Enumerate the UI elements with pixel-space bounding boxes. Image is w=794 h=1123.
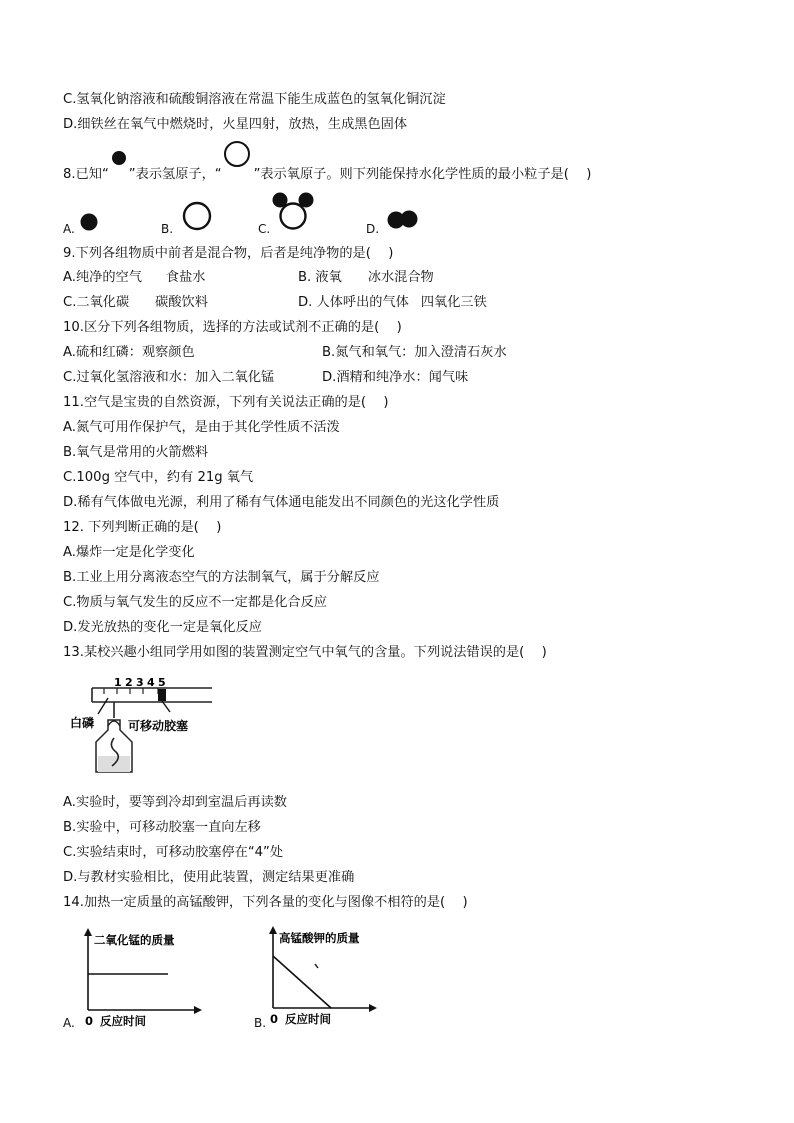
- q12-stem: 12. 下列判断正确的是( ): [63, 520, 222, 535]
- scale-label-5: 5: [158, 676, 166, 689]
- q13-option-b: B.实验中，可移动胶塞一直向左移: [63, 820, 261, 835]
- hydrogen-atom-icon: [109, 160, 129, 178]
- graph-b-y-arrow: [269, 926, 277, 934]
- graph-b-origin: 0: [270, 1012, 279, 1026]
- graph-a-xlabel: 反应时间: [100, 1014, 146, 1028]
- q7-option-c: C.氢氧化钠溶液和硫酸铜溶液在常温下能生成蓝色的氢氧化铜沉淀: [63, 92, 446, 107]
- q11-option-a: A.氮气可用作保护气，是由于其化学性质不活泼: [63, 420, 340, 435]
- q10-option-b: B.氮气和氧气：加入澄清石灰水: [322, 345, 507, 360]
- q9-option-a-second: 食盐水: [165, 270, 206, 285]
- graph-a-origin: 0: [85, 1014, 94, 1028]
- q12-option-b: B.工业上用分离液态空气的方法制氧气，属于分解反应: [63, 570, 380, 585]
- q10-option-a: A.硫和红磷：观察颜色: [63, 345, 195, 360]
- graph-a-y-arrow: [84, 928, 92, 936]
- graph-b-x-arrow: [369, 1004, 377, 1012]
- q8-stem-prefix: 8.已知“: [63, 167, 109, 182]
- q9-option-c-second: 碳酸饮料: [155, 295, 208, 310]
- q9-option-a: [63, 269, 205, 287]
- q8-stem: [63, 160, 591, 184]
- label-white-phosphorus: 白磷: [70, 716, 95, 730]
- q8-option-c-label: C.: [258, 222, 271, 236]
- q10-stem: 10.区分下列各组物质，选择的方法或试剂不正确的是( ): [63, 320, 402, 335]
- q10-option-c: C.过氧化氢溶液和水：加入二氧化锰: [63, 370, 275, 385]
- q10-option-d: D.酒精和纯净水：闻气味: [322, 370, 469, 385]
- q8-option-b-label: B.: [161, 222, 174, 236]
- q14-stem: 14.加热一定质量的高锰酸钾，下列各量的变化与图像不相符的是( ): [63, 895, 468, 910]
- q8-option-d-label: D.: [366, 222, 380, 236]
- q14-option-a-label: A.: [63, 1016, 75, 1030]
- q9-option-b-first: B. 液氧: [298, 270, 342, 285]
- q11-option-d: D.稀有气体做电光源，利用了稀有气体通电能发出不同颜色的光这化学性质: [63, 495, 500, 510]
- q11-stem: 11.空气是宝贵的自然资源，下列有关说法正确的是( ): [63, 395, 389, 410]
- q8-stem-mid: ”表示氢原子，“: [128, 167, 222, 182]
- q8-option-b-single-o-icon: [180, 199, 214, 233]
- q13-stem: 13.某校兴趣小组同学用如图的装置测定空气中氧气的含量。下列说法错误的是( ): [63, 645, 547, 660]
- q14-graph-b: [263, 924, 385, 1028]
- q9-option-d-second: 四氧化三铁: [420, 295, 487, 310]
- q9-option-a-first: A.纯净的空气: [63, 270, 142, 285]
- movable-plug: [158, 689, 166, 701]
- q14-option-b-label: B.: [254, 1016, 267, 1030]
- scale-label-4: 4: [147, 676, 155, 689]
- graph-b-ylabel: 高锰酸钾的质量: [279, 931, 360, 945]
- oxygen-atom-icon: [222, 160, 254, 178]
- q8-option-d-h2-molecule-icon: [385, 208, 421, 232]
- q8-stem-suffix: ”表示氧原子。则下列能保持水化学性质的最小粒子是( ): [253, 167, 592, 182]
- q9-option-b-second: 冰水混合物: [367, 270, 434, 285]
- q13-option-c: C.实验结束时，可移动胶塞停在“4”处: [63, 845, 284, 860]
- q9-option-c-first: C.二氧化碳: [63, 295, 130, 310]
- scale-label-1: 1: [114, 676, 122, 689]
- q7-option-d: D.细铁丝在氧气中燃烧时，火星四射，放热，生成黑色固体: [63, 117, 408, 132]
- q9-stem: 9.下列各组物质中前者是混合物，后者是纯净物的是( ): [63, 246, 394, 261]
- q14-graph-a: [78, 926, 208, 1030]
- q8-option-c-water-molecule-icon: [268, 190, 318, 236]
- q8-option-a-label: A.: [63, 222, 75, 236]
- label-movable-plug: 可移动胶塞: [128, 719, 189, 733]
- q13-option-d: D.与教材实验相比，使用此装置，测定结果更准确: [63, 870, 355, 885]
- graph-a-x-arrow: [194, 1006, 202, 1014]
- q11-option-c: C.100g 空气中，约有 21g 氧气: [63, 470, 254, 485]
- q9-option-b: [298, 269, 434, 287]
- q9-option-d: [298, 294, 487, 312]
- graph-b-xlabel: 反应时间: [285, 1012, 331, 1026]
- graph-a-ylabel: 二氧化锰的质量: [94, 933, 175, 947]
- graph-b-speck: [315, 964, 318, 968]
- q13-apparatus-figure: [62, 672, 222, 784]
- graph-b-series-line: [273, 956, 331, 1008]
- q13-option-a: A.实验时，要等到冷却到室温后再读数: [63, 795, 287, 810]
- tube-scale: [104, 676, 166, 694]
- q11-option-b: B.氧气是常用的火箭燃料: [63, 445, 209, 460]
- scale-label-3: 3: [136, 676, 144, 689]
- scale-label-2: 2: [125, 676, 133, 689]
- q8-option-a-single-h-icon: [77, 211, 101, 235]
- q12-option-d: D.发光放热的变化一定是氧化反应: [63, 620, 262, 635]
- q9-option-c: [63, 294, 208, 312]
- q12-option-a: A.爆炸一定是化学变化: [63, 545, 195, 560]
- q9-option-d-first: D. 人体呼出的气体: [298, 295, 409, 310]
- q12-option-c: C.物质与氧气发生的反应不一定都是化合反应: [63, 595, 327, 610]
